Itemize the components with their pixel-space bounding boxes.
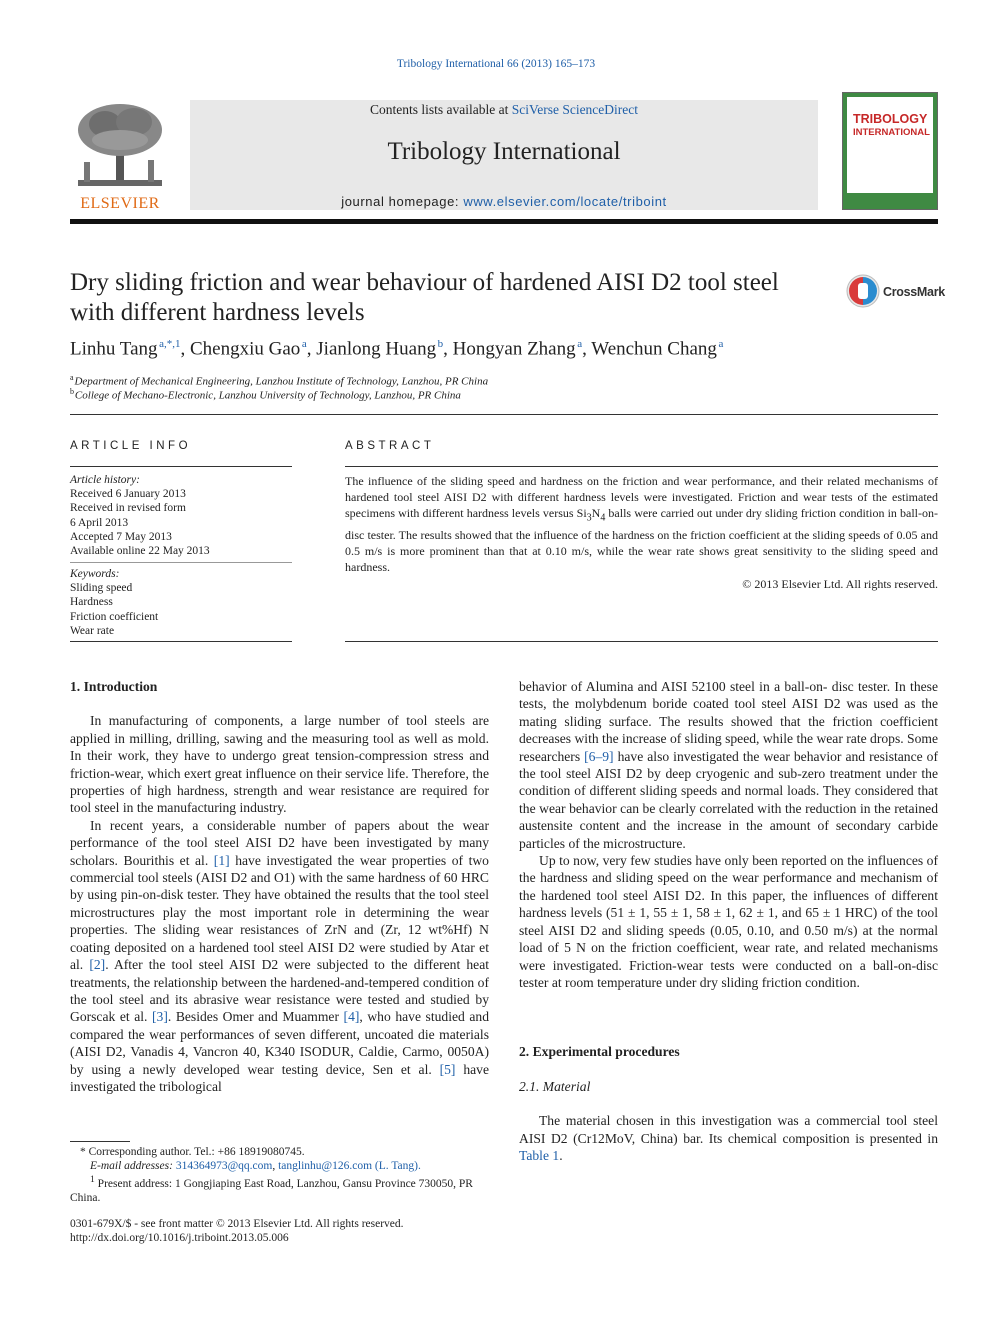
keyword: Sliding speed: [70, 582, 133, 595]
keywords: [70, 567, 292, 638]
cover-panel: [847, 97, 933, 193]
text: have also investigated the wear behavior and resistance of the tool steel AISI D2 by deep cryogenic and sub-zero treatment under the condition of different sliding speeds and normal loads. They considered that the wear behavior can be clearly correlated with the reduction in the retained austensite content and the increase in the amount of secondary carbide particles of the microstructure.: [519, 748, 938, 851]
homepage-prefix: journal homepage:: [341, 194, 464, 209]
article-info-heading: ARTICLE INFO: [70, 440, 192, 452]
abstract-body: [345, 473, 938, 592]
crossmark-label: CrossMark: [883, 285, 945, 299]
history-item: 6 April 2013: [70, 516, 129, 529]
abstract-rule: [345, 466, 938, 467]
author[interactable]: Jianlong Huang: [316, 338, 437, 360]
author[interactable]: Linhu Tang: [70, 338, 158, 360]
author-sup[interactable]: a,*,1: [159, 338, 181, 350]
reference-link[interactable]: [1]: [213, 852, 230, 868]
contents-prefix: Contents lists available at: [369, 102, 512, 117]
text: have investigated the tribological: [70, 1061, 489, 1094]
history-rule: [70, 562, 292, 563]
author-sup[interactable]: b: [437, 338, 444, 350]
crossmark-icon: [846, 274, 880, 308]
issn-line: 0301-679X/$ - see front matter © 2013 Elsevier Ltd. All rights reserved.: [70, 1218, 404, 1230]
footnote-rule: [70, 1141, 130, 1142]
abstract-sub: 4: [600, 512, 606, 524]
reference-link[interactable]: [2]: [89, 957, 106, 973]
header-rule: [70, 219, 938, 224]
title-line-1: Dry sliding friction and wear behaviour of hardened AISI D2 tool steel: [70, 269, 779, 296]
article-history: [70, 473, 292, 558]
email-line: [70, 1159, 490, 1173]
tree-icon: [70, 100, 170, 192]
affiliation-text: College of Mechano-Electronic, Lanzhou University of Technology, Lanzhou, PR China: [74, 389, 461, 402]
history-item: Received in revised form: [70, 502, 186, 515]
reference-link[interactable]: [5]: [439, 1061, 456, 1077]
section-2-1-heading: 2.1. Material: [519, 1078, 591, 1094]
author-sup[interactable]: a: [577, 338, 583, 350]
cover-line-1: TRIBOLOGY: [853, 112, 928, 126]
journal-banner: [190, 100, 818, 210]
abstract-heading: ABSTRACT: [345, 440, 435, 452]
paragraph: [70, 817, 489, 1096]
keyword: Hardness: [70, 596, 113, 609]
affiliation-text: Department of Mechanical Engineering, Lanzhou Institute of Technology, Lanzhou, PR China: [74, 375, 489, 388]
email-separator: ,: [272, 1160, 279, 1173]
history-item: Accepted 7 May 2013: [70, 530, 172, 543]
article-info-rule: [70, 466, 292, 467]
text: . Besides Omer and Muammer: [167, 1009, 344, 1025]
history-label: Article history:: [70, 474, 140, 486]
affiliation-sup: b: [70, 387, 74, 396]
affiliation-sup: a: [70, 373, 74, 382]
author-sup[interactable]: a: [718, 338, 724, 350]
text: In recent years, a considerable number of papers about the wear performance of the tool steel AISI D2 have been investigated by many scholars. Bourithis et al.: [70, 817, 489, 868]
footnote-sup: 1: [90, 1174, 95, 1186]
text: The material chosen in this investigation was a commercial tool steel AISI D2 (Cr12MoV, China) bar. Its chemical composition is presented in: [519, 1113, 938, 1146]
history-item: Received 6 January 2013: [70, 488, 186, 501]
cover-line-2: INTERNATIONAL: [853, 127, 930, 138]
author[interactable]: Wenchun Chang: [591, 338, 717, 360]
reference-link[interactable]: [3]: [152, 1009, 168, 1025]
text: .: [559, 1147, 563, 1163]
paragraph: [519, 678, 938, 852]
affiliation: [70, 387, 461, 402]
present-address-text: Present address: 1 Gongjiaping East Road, Lanzhou, Gansu Province 730050, PR China.: [70, 1178, 473, 1205]
title-line-2: with different hardness levels: [70, 299, 365, 326]
author[interactable]: Chengxiu Gao: [190, 338, 301, 360]
abstract-text: N: [591, 506, 601, 521]
email-link[interactable]: tanglinhu@126.com: [278, 1160, 373, 1173]
keywords-label: Keywords:: [70, 568, 120, 580]
keyword: Wear rate: [70, 624, 115, 637]
section-1-heading: 1. Introduction: [70, 679, 158, 694]
author-sup[interactable]: a: [301, 338, 307, 350]
contents-line: [190, 102, 818, 118]
elsevier-logo: [70, 100, 170, 215]
email-link[interactable]: 314364973@qq.com: [175, 1160, 273, 1173]
left-column: [70, 678, 489, 1095]
keyword: Friction coefficient: [70, 610, 159, 623]
text: have investigated the wear properties of two commercial tool steels (AISI D2 and O1) with the same hardness of 60 HRC by using pin-on-disk tester. They have obtained the results that the tool steel microstructures play the most important role in determining the wear properties. The sliding wear resistances of ZrN and (Zr, 12 wt%Hf) N coating deposited on a hardened tool steel AISI D2 were studied by Atar et al.: [70, 852, 489, 973]
corresponding-author: * Corresponding author. Tel.: +86 18919080745.: [80, 1146, 305, 1158]
affiliation-rule: [70, 414, 938, 415]
doi-link[interactable]: http://dx.doi.org/10.1016/j.triboint.2013.05.006: [70, 1232, 289, 1244]
present-address: [70, 1173, 490, 1205]
history-item: Available online 22 May 2013: [70, 545, 210, 558]
article-title: [70, 268, 830, 328]
sciencedirect-link[interactable]: SciVerse ScienceDirect: [511, 102, 639, 117]
paragraph: [519, 1112, 938, 1164]
reference-link[interactable]: [6–9]: [584, 748, 614, 764]
table-link[interactable]: Table 1: [519, 1147, 560, 1163]
author-list: Linhu Tang $^{a,*,1}$, Chengxiu Gao $^a$, Jianlong Huang $^b$, Hongyan Zhang $^a$, Wenchun Chang $^a$: [70, 338, 724, 360]
abstract-end-rule: [345, 641, 938, 642]
journal-citation[interactable]: Tribology International 66 (2013) 165–173: [396, 58, 596, 70]
author[interactable]: Hongyan Zhang: [452, 338, 576, 360]
text: , who have studied and compared the wear performances of seven different, uncoated die materials (AISI D2, Vanadis 4, Vancron 40, K340 ISODUR, Caldie, Carmo, 0050A) by using a newly developed wear testing device, Sen et al.: [70, 1009, 490, 1077]
affiliation: [70, 373, 488, 388]
homepage-line: [190, 194, 818, 209]
cover-title: [853, 113, 930, 139]
paragraph: Up to now, very few studies have only been reported on the influences of the hardness and sliding speed on the wear performance and mechanism of the hardened tool steel AISI D2. In this paper, the influences of different hardness levels (51 ± 1, 55 ± 1, 58 ± 1, 62 ± 1, and 65 ± 1 HRC) of the tool steel AISI D2 and sliding speeds (0.05, 0.10, and 0.50 m/s) at the normal load of 5 N on the friction coefficient, wear rate, and related mechanisms were investigated. Friction-wear tests were conducted on a ball-on-disc tester at room temperature under dry sliding friction condition.: [519, 853, 938, 990]
abstract-text: balls were carried out under dry sliding friction condition in ball-on-disc tester. The results showed that the influence of the hardness on the friction coefficient at the sliding speeds of 0.05 and 0.5 m/s is more prominent than that at 0.10 m/s, while the wear rate shows great sensitivity to the sliding speed and hardness.: [345, 506, 938, 575]
journal-cover[interactable]: [842, 92, 938, 210]
footnotes: [70, 1145, 490, 1206]
abstract-text: The influence of the sliding speed and hardness on the friction and wear performance, and their related mechanisms of hardened tool steel AISI D2 with different hardness levels were investigated. Friction and wear tests of the estimated specimens with different hardness levels versus Si: [345, 474, 938, 521]
section-2-heading: 2. Experimental procedures: [519, 1044, 680, 1060]
email-owner: (L. Tang).: [372, 1160, 421, 1173]
email-label: E-mail addresses:: [90, 1160, 176, 1173]
text: behavior of Alumina and AISI 52100 steel in a ball-on- disc tester. In these tests, the molybdenum boride coated tool steel AISI D2 was used as the mating sliding surface. The results showed that the friction coefficient decreases with the increase of sliding speed, while the wear rate drops. Some researchers: [519, 679, 938, 764]
abstract-sub: 3: [586, 512, 592, 524]
journal-title: Tribology International: [387, 138, 621, 165]
reference-link[interactable]: [4]: [343, 1009, 360, 1025]
abstract-copyright: © 2013 Elsevier Ltd. All rights reserved.: [742, 576, 938, 591]
text: . After the tool steel AISI D2 were subjected to the different heat treatments, the relationship between the hardened-and-tempered condition of the tool steel and its abrasive wear resistance were tested and studied by Gorscak et al.: [70, 957, 489, 1025]
paragraph: In manufacturing of components, a large number of tool steels are applied in milling, drilling, sawing and the measuring tool as well as mold. In their work, they have to undergo great tension-compression stress and friction-wear, which exert great influence on their service life. Therefore, the properties of high hardness, strength and wear resistance are required for tool steel in the manufacturing industry.: [70, 713, 489, 816]
crossmark-button[interactable]: [846, 274, 946, 310]
publisher-logo-text: ELSEVIER: [80, 195, 160, 212]
right-column: [519, 678, 938, 1164]
keywords-rule: [70, 641, 292, 642]
homepage-link[interactable]: www.elsevier.com/locate/triboint: [463, 194, 667, 209]
